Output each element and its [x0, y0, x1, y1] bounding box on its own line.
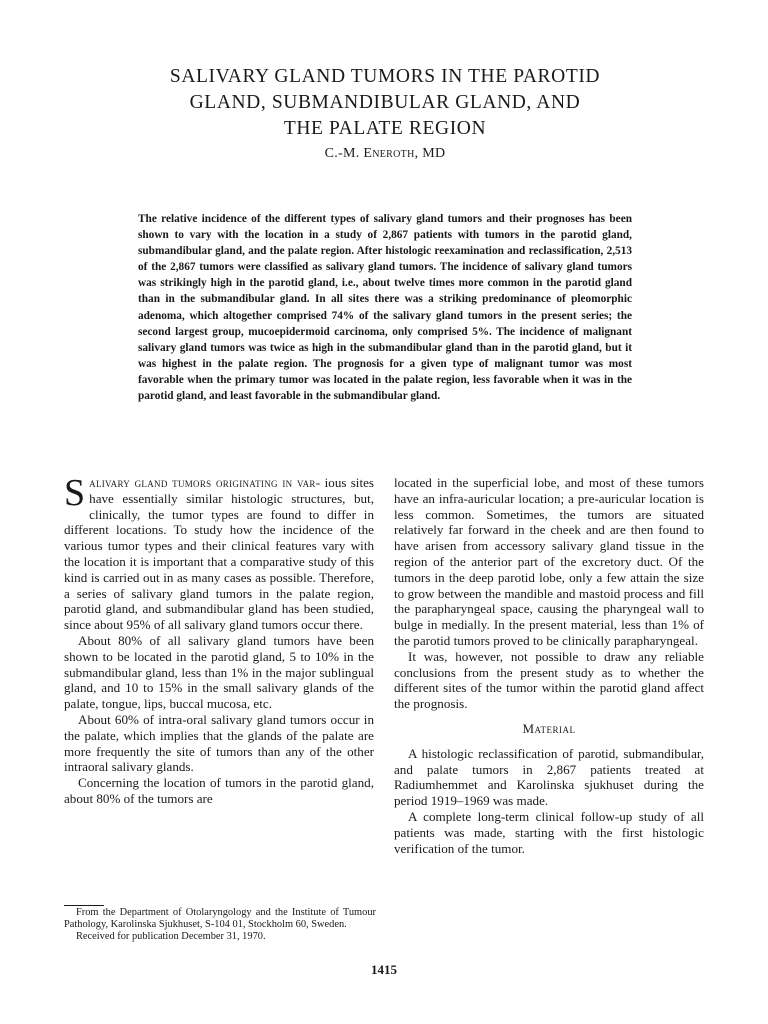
footnotes [64, 907, 376, 944]
body-paragraph: About 80% of all salivary gland tumors have been shown to be located in the parotid gland, 5 to 10% in the submandibular gland, less than 1% in the major sublingual gland, and 10 to 15% in the small salivary glands of the palate, tongue, lips, buccal mucosa, etc. [64, 632, 374, 712]
author-byline: C.-M. Eneroth, MD [324, 146, 446, 161]
footnote-received: Received for publication December 31, 1970. [76, 931, 266, 943]
drop-cap: S [64, 472, 86, 514]
title-line-1: SALIVARY GLAND TUMORS IN THE PAROTID [169, 66, 601, 87]
body-paragraph: A complete long-term clinical follow-up study of all patients was made, starting with the first histologic verification of the tumor. [394, 808, 704, 856]
intro-paragraph [64, 472, 374, 633]
title-line-3: THE PALATE REGION [283, 118, 487, 139]
body-paragraph: It was, however, not possible to draw any reliable conclusions from the present study as to whether the different sites of the tumor within the parotid gland affect the prognosis. [394, 648, 704, 712]
intro-paragraph-rest: ious sites have essentially similar histologic structures, but, clinically, the tumor types are found to differ in different locations. To study how the incidence of the various tumor types and their clinical features vary with the location it is important that a comparative study of this kind is carried out in as many cases as possible. Therefore, a series of salivary gland tumors in the palate region, parotid gland, and submandibular gland has been studied, since about 95% of all salivary gland tumors occur there. [64, 475, 374, 633]
body-paragraph: located in the superficial lobe, and most of these tumors have an infra-auricular location; a pre-auricular location is less common. Sometimes, the tumors are situated relatively far forward in the cheek and are then found to have arisen from accessory salivary gland tissue in the region of the anterior part of the excretory duct. Of the tumors in the deep parotid lobe, only a few attain the size to grow between the mandible and mastoid process and fill the parapharyngeal space, causing the pharyngeal wall to bulge in medially. In the present material, less than 1% of the parotid tumors proved to be clinically parapharyngeal. [394, 475, 704, 648]
body-column-left [64, 472, 374, 807]
body-column-right [394, 475, 704, 856]
body-paragraph: About 60% of intra-oral salivary gland tumors occur in the palate, which implies that the glands of the palate are more frequently the site of tumors than any of the other intraoral salivary glands. [64, 711, 374, 775]
body-paragraph: A histologic reclassification of parotid, submandibular, and palate tumors in 2,867 patients treated at Radiumhemmet and Karolinska sjukhuset during the period 1919–1969 was made. [394, 745, 704, 809]
section-heading-material: Material [522, 720, 576, 736]
abstract: The relative incidence of the different types of salivary gland tumors and their prognoses has been shown to vary with the location in a study of 2,867 patients with tumors in the parotid gland, submandibular gland, and the palate region. After histologic reexamination and reclassification, 2,513 of the 2,867 tumors were classified as salivary gland tumors. The incidence of salivary gland tumors was strikingly high in the parotid gland, i.e., about twelve times more common in the parotid gland than in the submandibular gland. In all sites there was a striking predominance of pleomorphic adenoma, which altogether comprised 74% of the salivary gland tumors in the present series; the second largest group, mucoepidermoid carcinoma, only comprised 5%. The incidence of malignant salivary gland tumors was twice as high in the submandibular gland than in the parotid gland, but it was highest in the palate region. The prognosis for a given type of malignant tumor was most favorable when the primary tumor was located in the palate region, less favorable when it was in the parotid gland, and least favorable in the submandibular gland. [138, 213, 632, 403]
title-line-2: GLAND, SUBMANDIBULAR GLAND, AND [189, 92, 581, 113]
footnote-affiliation: From the Department of Otolaryngology and the Institute of Tumour Pathology, Karolinska Sjukhuset, S-104 01, Stockholm 60, Sweden. [64, 907, 376, 931]
body-paragraph: Concerning the location of tumors in the parotid gland, about 80% of the tumors are [64, 775, 374, 806]
article-title [90, 64, 680, 142]
page-number: 1415 [371, 962, 397, 977]
lead-in-smallcaps: alivary gland tumors originating in var- [89, 475, 321, 490]
footnote-rule [64, 905, 104, 906]
